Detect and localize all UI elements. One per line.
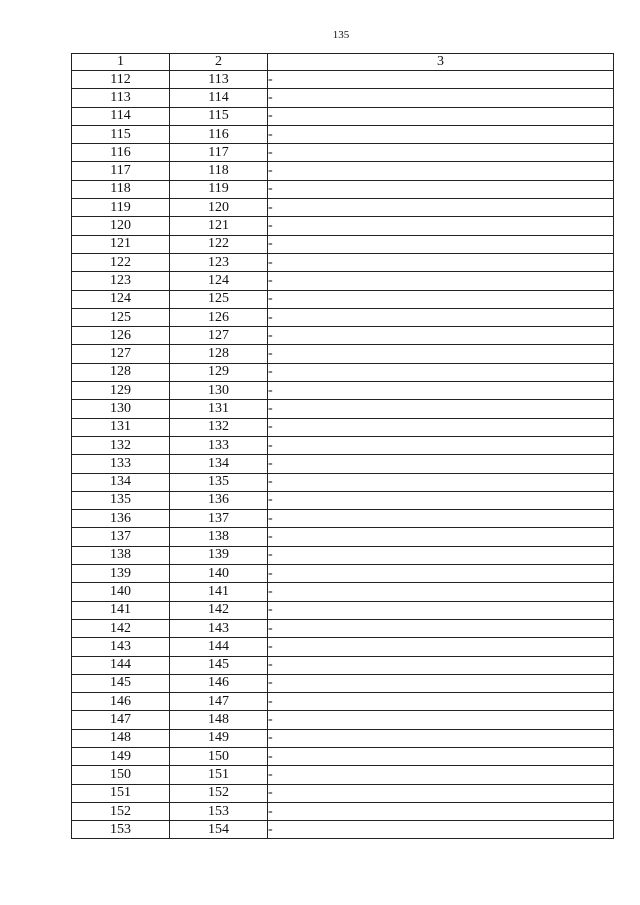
table-cell-col-2: 145 (170, 656, 268, 674)
table-row (72, 638, 614, 656)
table-cell-col-3: - (268, 711, 614, 729)
table-cell-col-2: 116 (170, 125, 268, 143)
table-cell-col-2: 117 (170, 144, 268, 162)
table-cell-col-3: - (268, 656, 614, 674)
table-cell-col-1: 118 (72, 180, 170, 198)
table-cell-col-2: 133 (170, 436, 268, 454)
table-body (72, 71, 614, 839)
table-row (72, 693, 614, 711)
table-cell-col-3: - (268, 455, 614, 473)
table-cell-col-3: - (268, 199, 614, 217)
table-cell-col-1: 144 (72, 656, 170, 674)
table-cell-col-2: 121 (170, 217, 268, 235)
table-cell-col-2: 143 (170, 619, 268, 637)
table-cell-col-1: 135 (72, 491, 170, 509)
table-row (72, 345, 614, 363)
table-row (72, 308, 614, 326)
table-cell-col-2: 123 (170, 253, 268, 271)
table-cell-col-2: 129 (170, 363, 268, 381)
table-cell-col-1: 120 (72, 217, 170, 235)
table-cell-col-3: - (268, 491, 614, 509)
table-cell-col-1: 122 (72, 253, 170, 271)
table-cell-col-1: 129 (72, 382, 170, 400)
table-row (72, 89, 614, 107)
table-cell-col-3: - (268, 528, 614, 546)
table-row (72, 546, 614, 564)
table-row (72, 125, 614, 143)
table-cell-col-3: - (268, 162, 614, 180)
table-row (72, 583, 614, 601)
table-cell-col-3: - (268, 400, 614, 418)
table-cell-col-3: - (268, 747, 614, 765)
table-row (72, 455, 614, 473)
table-cell-col-1: 148 (72, 729, 170, 747)
table-cell-col-1: 124 (72, 290, 170, 308)
table-cell-col-1: 121 (72, 235, 170, 253)
table-row (72, 327, 614, 345)
table-cell-col-2: 149 (170, 729, 268, 747)
table-cell-col-3: - (268, 272, 614, 290)
table-cell-col-1: 140 (72, 583, 170, 601)
table-cell-col-2: 147 (170, 693, 268, 711)
table-cell-col-2: 153 (170, 802, 268, 820)
table-cell-col-2: 144 (170, 638, 268, 656)
table-cell-col-3: - (268, 107, 614, 125)
table-cell-col-3: - (268, 253, 614, 271)
table-row (72, 473, 614, 491)
table-cell-col-2: 148 (170, 711, 268, 729)
table-cell-col-1: 123 (72, 272, 170, 290)
table-cell-col-2: 142 (170, 601, 268, 619)
table-cell-col-1: 130 (72, 400, 170, 418)
table-cell-col-3: - (268, 290, 614, 308)
table-cell-col-2: 120 (170, 199, 268, 217)
table-cell-col-1: 115 (72, 125, 170, 143)
page-number: 135 (332, 29, 350, 41)
table-cell-col-1: 131 (72, 418, 170, 436)
table-cell-col-3: - (268, 510, 614, 528)
column-header-1: 1 (72, 54, 170, 71)
table-cell-col-3: - (268, 89, 614, 107)
table-cell-col-3: - (268, 327, 614, 345)
table-row (72, 510, 614, 528)
table-cell-col-2: 146 (170, 674, 268, 692)
table-cell-col-3: - (268, 473, 614, 491)
table-cell-col-3: - (268, 784, 614, 802)
table-row (72, 766, 614, 784)
table-cell-col-1: 143 (72, 638, 170, 656)
table-cell-col-3: - (268, 821, 614, 839)
table-row (72, 272, 614, 290)
table-cell-col-1: 141 (72, 601, 170, 619)
table-row (72, 747, 614, 765)
data-table (71, 53, 614, 839)
table-cell-col-1: 139 (72, 565, 170, 583)
table-row (72, 71, 614, 89)
table-cell-col-3: - (268, 766, 614, 784)
table-row (72, 382, 614, 400)
table-cell-col-2: 136 (170, 491, 268, 509)
table-cell-col-1: 113 (72, 89, 170, 107)
table-cell-col-3: - (268, 638, 614, 656)
table-cell-col-1: 133 (72, 455, 170, 473)
table-row (72, 418, 614, 436)
table-cell-col-1: 146 (72, 693, 170, 711)
table-row (72, 235, 614, 253)
table-cell-col-1: 150 (72, 766, 170, 784)
table-cell-col-3: - (268, 802, 614, 820)
table-cell-col-2: 118 (170, 162, 268, 180)
table-cell-col-2: 134 (170, 455, 268, 473)
table-cell-col-1: 125 (72, 308, 170, 326)
table-cell-col-2: 138 (170, 528, 268, 546)
table-cell-col-1: 147 (72, 711, 170, 729)
table-row (72, 107, 614, 125)
column-header-2: 2 (170, 54, 268, 71)
table-cell-col-1: 127 (72, 345, 170, 363)
table-cell-col-3: - (268, 235, 614, 253)
table-row (72, 784, 614, 802)
table-cell-col-1: 136 (72, 510, 170, 528)
table-cell-col-2: 140 (170, 565, 268, 583)
table-cell-col-1: 117 (72, 162, 170, 180)
table-row (72, 162, 614, 180)
table-row (72, 729, 614, 747)
table-cell-col-1: 119 (72, 199, 170, 217)
table-cell-col-2: 124 (170, 272, 268, 290)
table-row (72, 619, 614, 637)
table-row (72, 565, 614, 583)
table-row (72, 656, 614, 674)
table-cell-col-3: - (268, 436, 614, 454)
table-cell-col-2: 141 (170, 583, 268, 601)
table-cell-col-3: - (268, 619, 614, 637)
table-cell-col-2: 115 (170, 107, 268, 125)
table-cell-col-3: - (268, 546, 614, 564)
table-cell-col-2: 113 (170, 71, 268, 89)
table-cell-col-3: - (268, 217, 614, 235)
table-row (72, 711, 614, 729)
table-row (72, 674, 614, 692)
column-header-3: 3 (268, 54, 614, 71)
table-row (72, 217, 614, 235)
table-row (72, 253, 614, 271)
table-row (72, 491, 614, 509)
table-cell-col-1: 114 (72, 107, 170, 125)
table-row (72, 436, 614, 454)
table-cell-col-3: - (268, 729, 614, 747)
table-cell-col-1: 153 (72, 821, 170, 839)
table-cell-col-1: 126 (72, 327, 170, 345)
table-cell-col-2: 126 (170, 308, 268, 326)
table-cell-col-3: - (268, 601, 614, 619)
table-row (72, 821, 614, 839)
table-cell-col-3: - (268, 308, 614, 326)
table-cell-col-2: 139 (170, 546, 268, 564)
table-cell-col-1: 152 (72, 802, 170, 820)
table-row (72, 199, 614, 217)
table-cell-col-1: 142 (72, 619, 170, 637)
table-row (72, 400, 614, 418)
table-cell-col-1: 151 (72, 784, 170, 802)
table-cell-col-2: 152 (170, 784, 268, 802)
table-cell-col-2: 132 (170, 418, 268, 436)
table-row (72, 144, 614, 162)
table-row (72, 290, 614, 308)
table-cell-col-2: 131 (170, 400, 268, 418)
table-cell-col-2: 150 (170, 747, 268, 765)
table-cell-col-3: - (268, 418, 614, 436)
table-cell-col-1: 134 (72, 473, 170, 491)
table-cell-col-3: - (268, 345, 614, 363)
table-cell-col-1: 145 (72, 674, 170, 692)
table-cell-col-3: - (268, 125, 614, 143)
table-cell-col-2: 135 (170, 473, 268, 491)
table-cell-col-3: - (268, 71, 614, 89)
table-row (72, 180, 614, 198)
table-cell-col-1: 149 (72, 747, 170, 765)
table-cell-col-1: 137 (72, 528, 170, 546)
table-cell-col-2: 128 (170, 345, 268, 363)
table-cell-col-2: 122 (170, 235, 268, 253)
table-cell-col-2: 151 (170, 766, 268, 784)
table-row (72, 528, 614, 546)
table-cell-col-2: 119 (170, 180, 268, 198)
table-cell-col-2: 125 (170, 290, 268, 308)
table-cell-col-3: - (268, 674, 614, 692)
table-cell-col-3: - (268, 693, 614, 711)
table-row (72, 601, 614, 619)
table-cell-col-2: 114 (170, 89, 268, 107)
table-cell-col-1: 116 (72, 144, 170, 162)
table-cell-col-2: 127 (170, 327, 268, 345)
table-cell-col-3: - (268, 363, 614, 381)
table-row (72, 363, 614, 381)
table-cell-col-3: - (268, 565, 614, 583)
table-cell-col-2: 137 (170, 510, 268, 528)
table-row (72, 802, 614, 820)
table-cell-col-1: 112 (72, 71, 170, 89)
table-cell-col-3: - (268, 180, 614, 198)
table-cell-col-3: - (268, 144, 614, 162)
table-header-row (72, 54, 614, 71)
table-cell-col-1: 138 (72, 546, 170, 564)
table-cell-col-3: - (268, 382, 614, 400)
table-cell-col-3: - (268, 583, 614, 601)
table-cell-col-2: 130 (170, 382, 268, 400)
table-cell-col-1: 128 (72, 363, 170, 381)
table-cell-col-2: 154 (170, 821, 268, 839)
table-cell-col-1: 132 (72, 436, 170, 454)
